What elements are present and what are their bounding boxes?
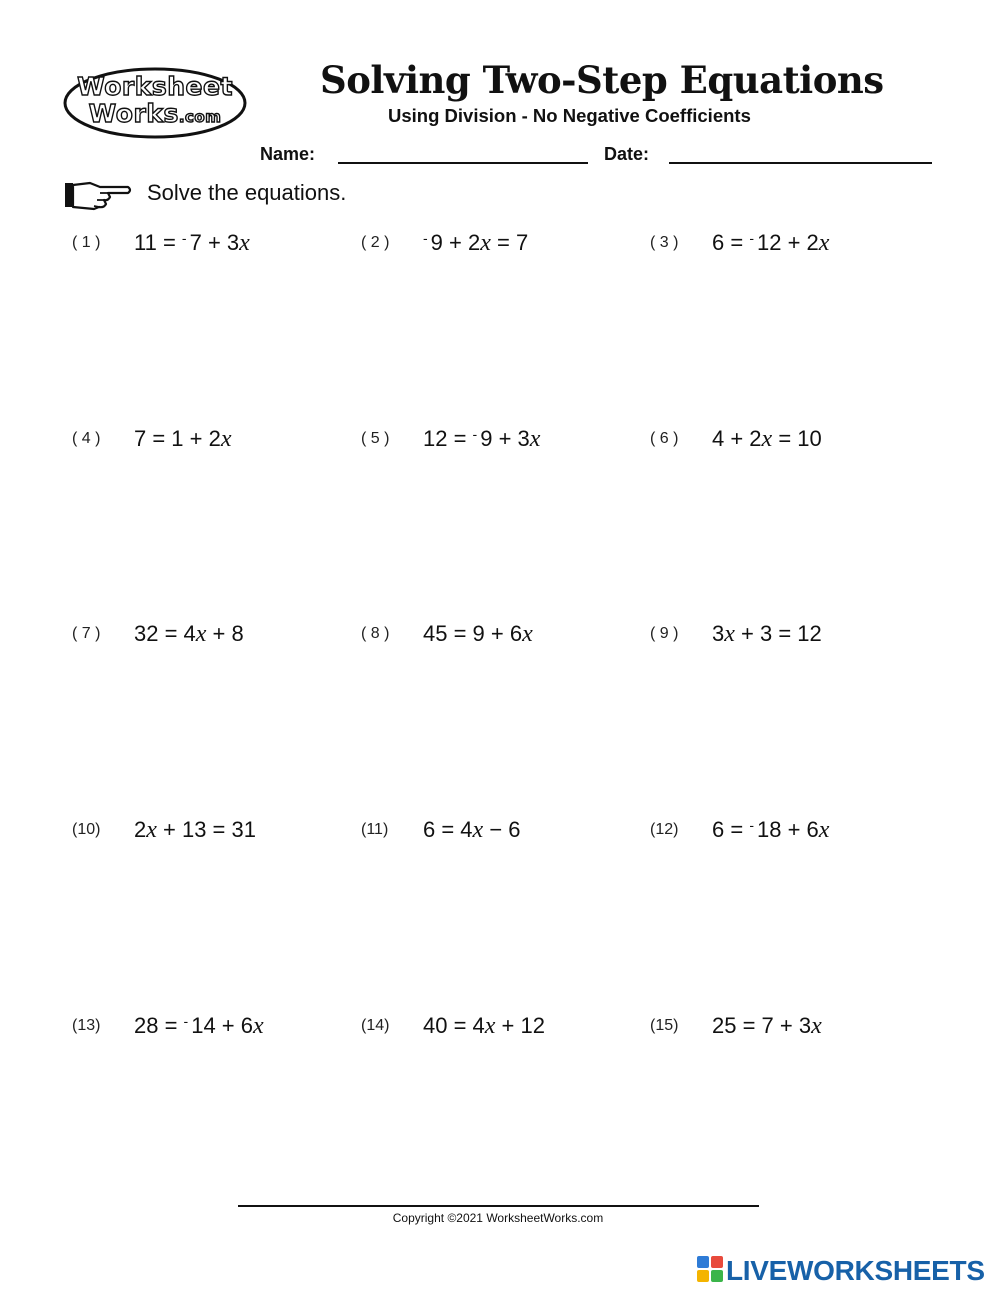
problem-number: ( 5 ) — [361, 430, 390, 447]
variable-x: x — [480, 230, 491, 256]
equation: 6 = - 12 + 2x — [712, 230, 830, 256]
logo-line2 — [62, 99, 248, 128]
equation: 3x + 3 = 12 — [712, 621, 822, 647]
page-title: Solving Two-Step Equations — [320, 58, 884, 102]
problem-number: (15) — [650, 1017, 679, 1034]
problem-number: ( 4 ) — [72, 430, 101, 447]
equation: - 9 + 2x = 7 — [423, 230, 529, 256]
problem-number: ( 8 ) — [361, 625, 390, 642]
variable-x: x — [761, 426, 773, 452]
logo-line1: Worksheet — [77, 72, 233, 101]
variable-x: x — [472, 817, 484, 843]
equation: 12 = - 9 + 3x — [423, 426, 541, 452]
pointing-hand-icon — [64, 178, 132, 212]
variable-x: x — [529, 426, 541, 452]
date-field[interactable] — [669, 162, 932, 164]
problem-number: (12) — [650, 821, 679, 838]
negative-sign: - — [749, 817, 754, 833]
negative-sign: - — [749, 230, 754, 246]
problem-number: ( 6 ) — [650, 430, 679, 447]
equation: 6 = 4x − 6 — [423, 817, 521, 843]
equation: 6 = - 18 + 6x — [712, 817, 830, 843]
variable-x: x — [522, 621, 533, 647]
problem-number: ( 3 ) — [650, 234, 679, 251]
equation: 11 = - 7 + 3x — [134, 230, 250, 256]
equation: 32 = 4x + 8 — [134, 621, 244, 647]
problem-number: ( 7 ) — [72, 625, 101, 642]
problem-number: (11) — [361, 821, 389, 838]
variable-x: x — [239, 230, 250, 256]
variable-x: x — [220, 426, 232, 452]
variable-x: x — [253, 1013, 264, 1039]
worksheetworks-logo — [62, 66, 248, 140]
liveworksheets-badge-icon — [697, 1256, 723, 1282]
variable-x: x — [195, 621, 207, 647]
equation: 4 + 2x = 10 — [712, 426, 822, 452]
equation: 7 = 1 + 2x — [134, 426, 232, 452]
equation: 25 = 7 + 3x — [712, 1013, 822, 1039]
variable-x: x — [484, 1013, 496, 1039]
negative-sign: - — [183, 1013, 189, 1029]
variable-x: x — [724, 621, 735, 647]
problem-number: (13) — [72, 1017, 101, 1034]
equation: 45 = 9 + 6x — [423, 621, 533, 647]
variable-x: x — [146, 817, 157, 843]
problem-number: ( 9 ) — [650, 625, 679, 642]
variable-x: x — [811, 1013, 822, 1039]
footer-divider — [238, 1205, 759, 1207]
variable-x: x — [818, 230, 830, 256]
problem-number: (14) — [361, 1017, 390, 1034]
instruction-text: Solve the equations. — [147, 180, 347, 205]
negative-sign: - — [423, 230, 428, 246]
date-label: Date: — [604, 144, 650, 164]
logo-line2-main: Works — [88, 99, 179, 128]
equation: 28 = - 14 + 6x — [134, 1013, 264, 1039]
copyright-text: Copyright ©2021 WorksheetWorks.com — [392, 1211, 604, 1225]
problem-number: (10) — [72, 821, 101, 838]
name-label: Name: — [260, 144, 316, 164]
equation: 2x + 13 = 31 — [134, 817, 256, 843]
negative-sign: - — [472, 426, 478, 442]
negative-sign: - — [181, 230, 187, 246]
logo-dotcom: .com — [178, 108, 222, 126]
liveworksheets-wordmark: LIVEWORKSHEETS — [726, 1255, 985, 1286]
equation: 40 = 4x + 12 — [423, 1013, 545, 1039]
problem-number: ( 2 ) — [361, 234, 390, 251]
page-subtitle: Using Division - No Negative Coefficients — [388, 105, 751, 126]
problem-number: ( 1 ) — [72, 234, 101, 251]
name-field[interactable] — [338, 162, 588, 164]
variable-x: x — [818, 817, 830, 843]
